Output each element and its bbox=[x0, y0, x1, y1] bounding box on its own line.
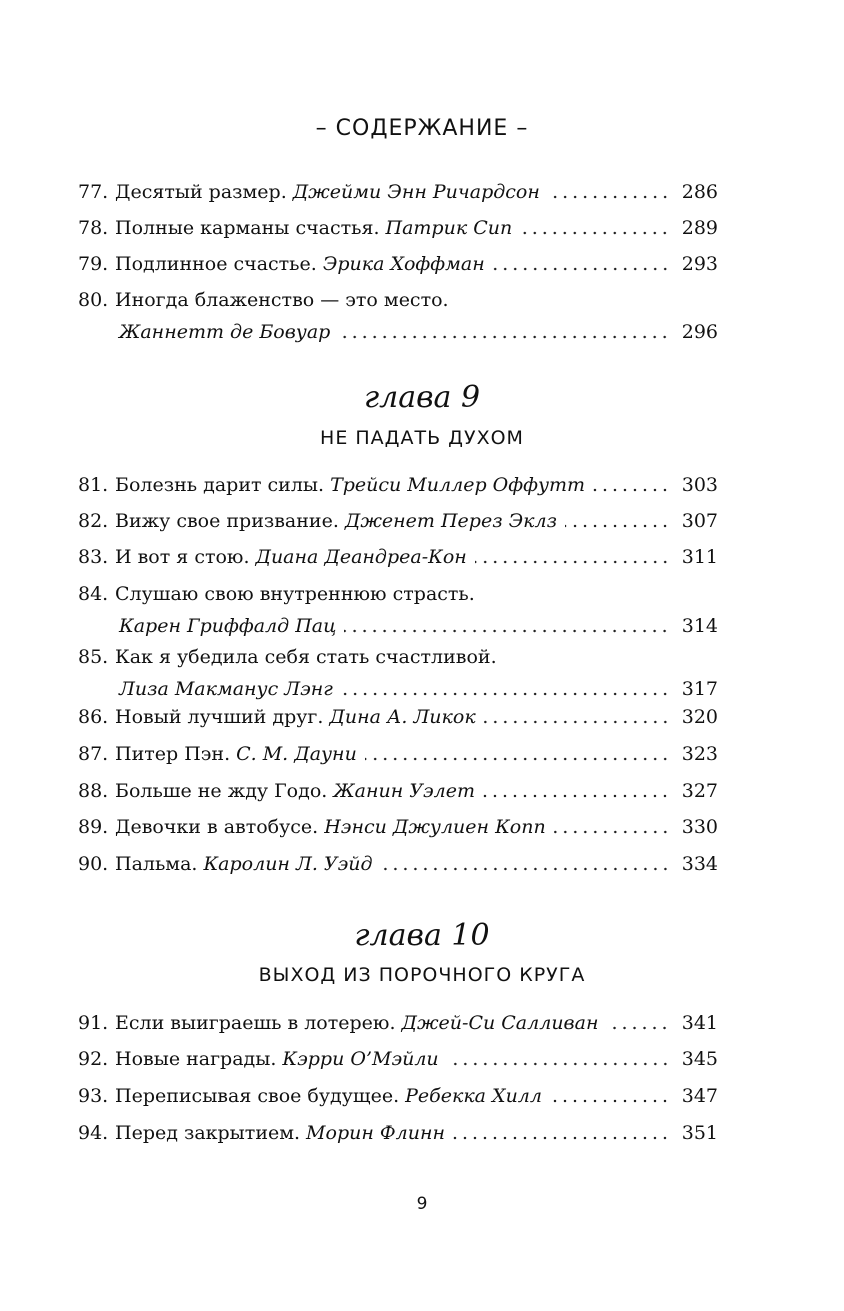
entry-page: 351 bbox=[681, 1122, 718, 1144]
toc-entry[interactable] bbox=[78, 643, 718, 703]
dot-leader bbox=[550, 1099, 670, 1103]
toc-entry[interactable] bbox=[78, 740, 718, 768]
entry-number: 80. bbox=[78, 289, 109, 311]
dot-leader bbox=[453, 1136, 670, 1140]
entry-title: Полные карманы счастья. bbox=[115, 217, 380, 239]
entry-number: 82. bbox=[78, 510, 109, 532]
entry-page: 314 bbox=[681, 615, 718, 637]
entry-number: 84. bbox=[78, 583, 109, 605]
entry-title: Больше не жду Годо. bbox=[115, 780, 328, 802]
entry-author: Диана Деандреа-Кон bbox=[255, 546, 467, 568]
entry-title: Слушаю свою внутреннюю страсть. bbox=[115, 583, 475, 605]
entry-title: Девочки в автобусе. bbox=[115, 816, 319, 838]
dot-leader bbox=[341, 692, 670, 696]
entry-page: 320 bbox=[681, 706, 718, 728]
entry-author: Кэрри О’Мэйли bbox=[282, 1048, 439, 1070]
toc-entry[interactable] bbox=[78, 507, 718, 535]
entry-title: Иногда блаженство — это место. bbox=[115, 289, 449, 311]
entry-number: 94. bbox=[78, 1122, 109, 1144]
entry-page: 307 bbox=[681, 510, 718, 532]
entry-title: Новый лучший друг. bbox=[115, 706, 324, 728]
entry-page: 345 bbox=[681, 1048, 718, 1070]
toc-entry[interactable] bbox=[78, 580, 718, 640]
entry-title: И вот я стою. bbox=[115, 546, 250, 568]
entry-number: 78. bbox=[78, 217, 109, 239]
entry-page: 286 bbox=[681, 181, 718, 203]
entry-number: 77. bbox=[78, 181, 109, 203]
entry-number: 88. bbox=[78, 780, 109, 802]
dot-leader bbox=[483, 794, 670, 798]
entry-title: Переписывая свое будущее. bbox=[115, 1085, 400, 1107]
entry-author: Дина А. Ликок bbox=[329, 706, 476, 728]
entry-title: Подлинное счастье. bbox=[115, 253, 317, 275]
dot-leader bbox=[338, 335, 670, 339]
toc-entry[interactable] bbox=[78, 471, 718, 499]
entry-title: Если выиграешь в лотерею. bbox=[115, 1012, 396, 1034]
toc-entry[interactable] bbox=[78, 703, 718, 731]
entry-author: Ребекка Хилл bbox=[405, 1085, 542, 1107]
entry-author: Нэнси Джулиен Копп bbox=[324, 816, 546, 838]
entry-author: Трейси Миллер Оффутт bbox=[330, 474, 586, 496]
dot-leader bbox=[548, 195, 670, 199]
entry-page: 334 bbox=[681, 853, 718, 875]
entry-author: Джейми Энн Ричардсон bbox=[292, 181, 540, 203]
toc-entry[interactable] bbox=[78, 1045, 718, 1073]
entry-title: Как я убедила себя стать счастливой. bbox=[115, 646, 497, 668]
toc-entry[interactable] bbox=[78, 250, 718, 278]
entry-title: Десятый размер. bbox=[115, 181, 287, 203]
entry-page: 293 bbox=[681, 253, 718, 275]
page-number: 9 bbox=[416, 1194, 428, 1214]
entry-author: Жанин Уэлет bbox=[333, 780, 476, 802]
entry-number: 85. bbox=[78, 646, 109, 668]
entry-title: Болезнь дарит силы. bbox=[115, 474, 325, 496]
chapter-title: НЕ ПАДАТЬ ДУХОМ bbox=[320, 427, 524, 449]
entry-number: 79. bbox=[78, 253, 109, 275]
page-title: – СОДЕРЖАНИЕ – bbox=[315, 116, 529, 141]
dot-leader bbox=[565, 524, 670, 528]
entry-title: Пальма. bbox=[115, 853, 198, 875]
entry-author: Каролин Л. Уэйд bbox=[203, 853, 373, 875]
toc-entry[interactable] bbox=[78, 1119, 718, 1147]
toc-entry[interactable] bbox=[78, 178, 718, 206]
entry-author: Лиза Макманус Лэнг bbox=[119, 678, 333, 700]
entry-title: Перед закрытием. bbox=[115, 1122, 301, 1144]
dot-leader bbox=[475, 560, 670, 564]
entry-page: 347 bbox=[681, 1085, 718, 1107]
entry-page: 296 bbox=[681, 321, 718, 343]
entry-number: 90. bbox=[78, 853, 109, 875]
entry-author: Карен Гриффалд Пац bbox=[119, 615, 337, 637]
toc-entry[interactable] bbox=[78, 286, 718, 346]
entry-title: Вижу свое призвание. bbox=[115, 510, 339, 532]
entry-number: 91. bbox=[78, 1012, 109, 1034]
dot-leader bbox=[593, 488, 670, 492]
dot-leader bbox=[606, 1026, 670, 1030]
entry-author: Морин Флинн bbox=[306, 1122, 446, 1144]
entry-number: 87. bbox=[78, 743, 109, 765]
chapter-label: глава 9 bbox=[363, 380, 481, 415]
toc-entry[interactable] bbox=[78, 850, 718, 878]
dot-leader bbox=[493, 267, 670, 271]
toc-entry[interactable] bbox=[78, 214, 718, 242]
dot-leader bbox=[484, 720, 670, 724]
entry-page: 323 bbox=[681, 743, 718, 765]
entry-page: 327 bbox=[681, 780, 718, 802]
entry-number: 86. bbox=[78, 706, 109, 728]
entry-number: 89. bbox=[78, 816, 109, 838]
toc-entry[interactable] bbox=[78, 1082, 718, 1110]
entry-author: С. М. Дауни bbox=[236, 743, 357, 765]
chapter-title: ВЫХОД ИЗ ПОРОЧНОГО КРУГА bbox=[258, 964, 586, 986]
dot-leader bbox=[447, 1062, 670, 1066]
dot-leader bbox=[381, 867, 670, 871]
toc-entry[interactable] bbox=[78, 1009, 718, 1037]
entry-title: Новые награды. bbox=[115, 1048, 277, 1070]
entry-title: Питер Пэн. bbox=[115, 743, 231, 765]
entry-number: 81. bbox=[78, 474, 109, 496]
entry-page: 341 bbox=[681, 1012, 718, 1034]
entry-author: Джей-Си Салливан bbox=[401, 1012, 599, 1034]
entry-page: 330 bbox=[681, 816, 718, 838]
toc-entry[interactable] bbox=[78, 777, 718, 805]
entry-page: 289 bbox=[681, 217, 718, 239]
entry-author: Патрик Сип bbox=[385, 217, 513, 239]
dot-leader bbox=[365, 757, 670, 761]
entry-page: 303 bbox=[681, 474, 718, 496]
toc-entry[interactable] bbox=[78, 813, 718, 841]
entry-author: Дженет Перез Эклз bbox=[344, 510, 557, 532]
entry-number: 93. bbox=[78, 1085, 109, 1107]
dot-leader bbox=[520, 231, 670, 235]
chapter-label: глава 10 bbox=[354, 918, 490, 953]
dot-leader bbox=[554, 830, 670, 834]
entry-page: 311 bbox=[681, 546, 718, 568]
entry-author: Эрика Хоффман bbox=[322, 253, 485, 275]
dot-leader bbox=[344, 629, 670, 633]
entry-number: 92. bbox=[78, 1048, 109, 1070]
entry-number: 83. bbox=[78, 546, 109, 568]
entry-author: Жаннетт де Бовуар bbox=[119, 321, 331, 343]
toc-entry[interactable] bbox=[78, 543, 718, 571]
entry-page: 317 bbox=[681, 678, 718, 700]
